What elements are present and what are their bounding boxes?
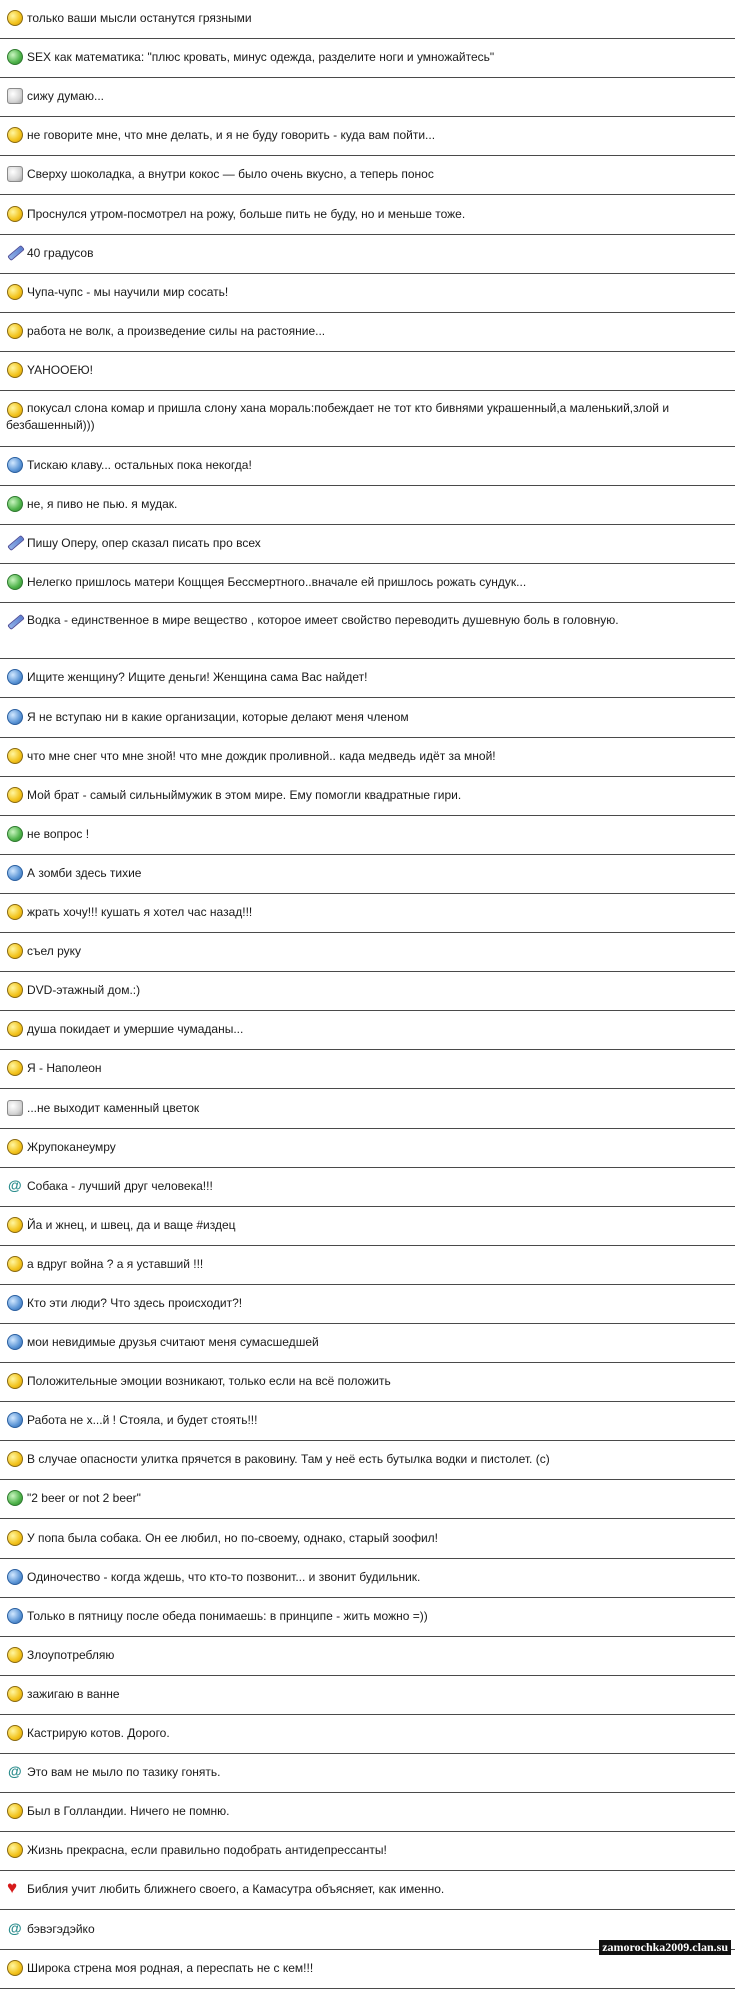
keyboard-icon [7,457,23,473]
list-item [0,972,735,1011]
blue-face-icon [7,1334,23,1350]
list-item [0,1207,735,1246]
list-item-text: Злоупотребляю [27,1648,115,1662]
beer-icon [7,496,23,512]
list-item-text: Кастрирую котов. Дорого. [27,1726,170,1740]
list-item-text: Кто эти люди? Что здесь происходит?! [27,1296,243,1310]
list-item-text: Библия учит любить ближнего своего, а Камасутра объясняет, как именно. [27,1882,445,1896]
list-item-text: Ищите женщину? Ищите деньги! Женщина сама Вас найдет! [27,670,368,684]
helmet-smiley-icon [7,323,23,339]
money-icon [7,574,23,590]
list-item-text: Положительные эмоции возникают, только если на всё положить [27,1374,391,1388]
list-item [0,1129,735,1168]
list-item [0,1480,735,1519]
at-icon [7,1178,23,1194]
helmet-smiley-icon [7,982,23,998]
list-item [0,1559,735,1598]
site-watermark: zamorochka2009.clan.su [599,1940,731,1955]
list-item-text: YAHOOEЮ! [27,363,93,377]
list-item-text: Широка стрена моя родная, а переспать не с кем!!! [27,1961,314,1975]
graduate-icon [7,1608,23,1624]
list-item-text: 40 градусов [27,246,94,260]
list-item-text: Мой брат - самый сильныймужик в этом мире. Ему помогли квадратные гири. [27,788,462,802]
pencil-icon [7,535,25,551]
heart-icon [7,1881,23,1897]
list-item [0,1793,735,1832]
list-item-text: Пишу Оперу, опер сказал писать про всех [27,536,261,550]
list-item [0,1715,735,1754]
list-item-text: сижу думаю... [27,89,104,103]
smiley-icon [7,748,23,764]
suitcase-icon [7,1021,23,1037]
list-item-text: Работа не х...й ! Стояла, и будет стоять!!! [27,1413,258,1427]
list-item-text: бэвэгэдэйко [27,1922,95,1936]
smiley-icon [7,1960,23,1976]
list-item-text: зажигаю в ванне [27,1687,120,1701]
lollipop-icon [7,284,23,300]
list-item-text: Жрупоканеумру [27,1140,116,1154]
list-item-text: У попа была собака. Он ее любил, но по-своему, однако, старый зоофил! [27,1531,438,1545]
list-item-text: покусал слона комар и пришла слону хана мораль:побеждает не тот кто бивнями украшенный,а маленький,злой и безбашенный))) [6,401,670,432]
list-item-text: "2 beer or not 2 beer" [27,1491,141,1505]
list-item [0,1676,735,1715]
list-item-text: Тискаю клаву... остальных пока некогда! [27,458,252,472]
list-item-text: Проснулся утром-посмотрел на рожу, больше пить не буду, но и меньше тоже. [27,207,466,221]
list-item-text: душа покидает и умершие чумаданы... [27,1022,244,1036]
list-item [0,0,735,39]
smiley-icon [7,1803,23,1819]
list-item-text: В случае опасности улитка прячется в раковину. Там у неё есть бутылка водки и пистолет. (с) [27,1452,550,1466]
list-item-text: А зомби здесь тихие [27,866,142,880]
list-item-text: Чупа-чупс - мы научили мир сосать! [27,285,229,299]
list-item-text: только ваши мысли останутся грязными [27,11,252,25]
smiley-icon [7,206,23,222]
helmet-smiley-icon [7,1217,23,1233]
person-icon [7,1412,23,1428]
list-item-text: ...не выходит каменный цветок [27,1101,200,1115]
list-item [0,1950,735,1989]
list-item-text: не вопрос ! [27,827,90,841]
helmet-smiley-icon [7,1060,23,1076]
list-item [0,1363,735,1402]
thermometer-icon [7,245,25,261]
robot-icon [7,1100,23,1116]
list-item-text: что мне снег что мне зной! что мне дождик проливной.. када медведь идёт за мной! [27,749,496,763]
list-item [0,391,735,447]
wallet-icon [7,669,23,685]
list-item [0,274,735,313]
list-item [0,1246,735,1285]
list-item [0,1598,735,1637]
list-item [0,1050,735,1089]
list-item [0,313,735,352]
list-item [0,894,735,933]
list-item [0,352,735,391]
list-item-text: Сверху шоколадка, а внутри кокос — было очень вкусно, а теперь понос [27,167,434,181]
robot-icon [7,88,23,104]
list-item-text: а вдруг война ? а я уставший !!! [27,1257,204,1271]
list-item [0,1441,735,1480]
people-icon [7,1295,23,1311]
finger-icon [7,1373,23,1389]
list-item [0,39,735,78]
list-item-text: мои невидимые друзья считают меня сумасшедшей [27,1335,319,1349]
list-item [0,699,735,738]
blue-face-icon [7,865,23,881]
angry-smiley-icon [7,1256,23,1272]
list-item [0,1754,735,1793]
list-item-text: работа не волк, а произведение силы на растояние... [27,324,326,338]
list-item-text: Собака - лучший друг человека!!! [27,1179,213,1193]
suitcase-icon [7,787,23,803]
list-item [0,196,735,235]
list-item-text: Только в пятницу после обеда понимаешь: в принципе - жить можно =)) [27,1609,428,1623]
list-item [0,855,735,894]
list-item [0,1324,735,1363]
list-item-text: Йа и жнец, и швец, да и ваще #издец [27,1218,236,1232]
list-item [0,933,735,972]
beer-icon [7,1490,23,1506]
at-icon [7,1921,23,1937]
list-item [0,738,735,777]
smiley-icon [7,1530,23,1546]
list-item [0,486,735,525]
smiley-icon [7,1451,23,1467]
list-item-text: Был в Голландии. Ничего не помню. [27,1804,230,1818]
sausage-icon [7,904,23,920]
list-item-text: DVD-этажный дом.:) [27,983,141,997]
lollipop-icon [7,1725,23,1741]
list-item-text: съел руку [27,944,82,958]
green-smiley-icon [7,49,23,65]
list-item-text: Одиночество - когда ждешь, что кто-то позвонит... и звонит будильник. [27,1570,421,1584]
sausage-icon [7,1139,23,1155]
list-item [0,816,735,855]
list-item-text: не говорите мне, что мне делать, и я не буду говорить - куда вам пойти... [27,128,436,142]
list-item [0,525,735,564]
list-item [0,235,735,274]
robot-icon [7,166,23,182]
green-smiley-icon [7,826,23,842]
phone-icon [7,1569,23,1585]
list-item [0,564,735,603]
smiley-icon [7,943,23,959]
list-item [0,117,735,156]
list-item-text: Я не вступаю ни в какие организации, которые делают меня членом [27,710,409,724]
person-icon [7,709,23,725]
list-item [0,1637,735,1676]
list-item [0,1285,735,1324]
list-item [0,78,735,117]
list-item-text: Нелегко пришлось матери Кощщея Бессмертного..вначале ей пришлось рожать сундук... [27,575,527,589]
list-item-text: Это вам не мыло по тазику гонять. [27,1765,221,1779]
list-item [0,777,735,816]
at-icon [7,1764,23,1780]
list-item [0,447,735,486]
list-item-text: Водка - единственное в мире вещество , которое имеет свойство переводить душевную боль в головную. [27,613,619,627]
list-item [0,156,735,195]
list-item [0,1871,735,1910]
smiley-icon [7,10,23,26]
list-item [0,603,735,659]
list-item-text: SEX как математика: "плюс кровать, минус одежда, разделите ноги и умножайтесь" [27,50,495,64]
list-item-text: жрать хочу!!! кушать я хотел час назад!!! [27,905,253,919]
list-item [0,659,735,698]
list-item [0,1168,735,1207]
list-item [0,1090,735,1129]
list-item [0,1402,735,1441]
list-item-text: не, я пиво не пью. я мудак. [27,497,178,511]
list-item [0,1832,735,1871]
cup-icon [7,1647,23,1663]
smiley-icon [7,127,23,143]
list-item [0,1520,735,1559]
finger-icon [7,1842,23,1858]
list-item [0,1011,735,1050]
smiley-icon [7,1686,23,1702]
list-item-text: Жизнь прекрасна, если правильно подобрать антидепрессанты! [27,1843,387,1857]
list-item-text: Я - Наполеон [27,1061,102,1075]
cowboy-smiley-icon [7,362,23,378]
